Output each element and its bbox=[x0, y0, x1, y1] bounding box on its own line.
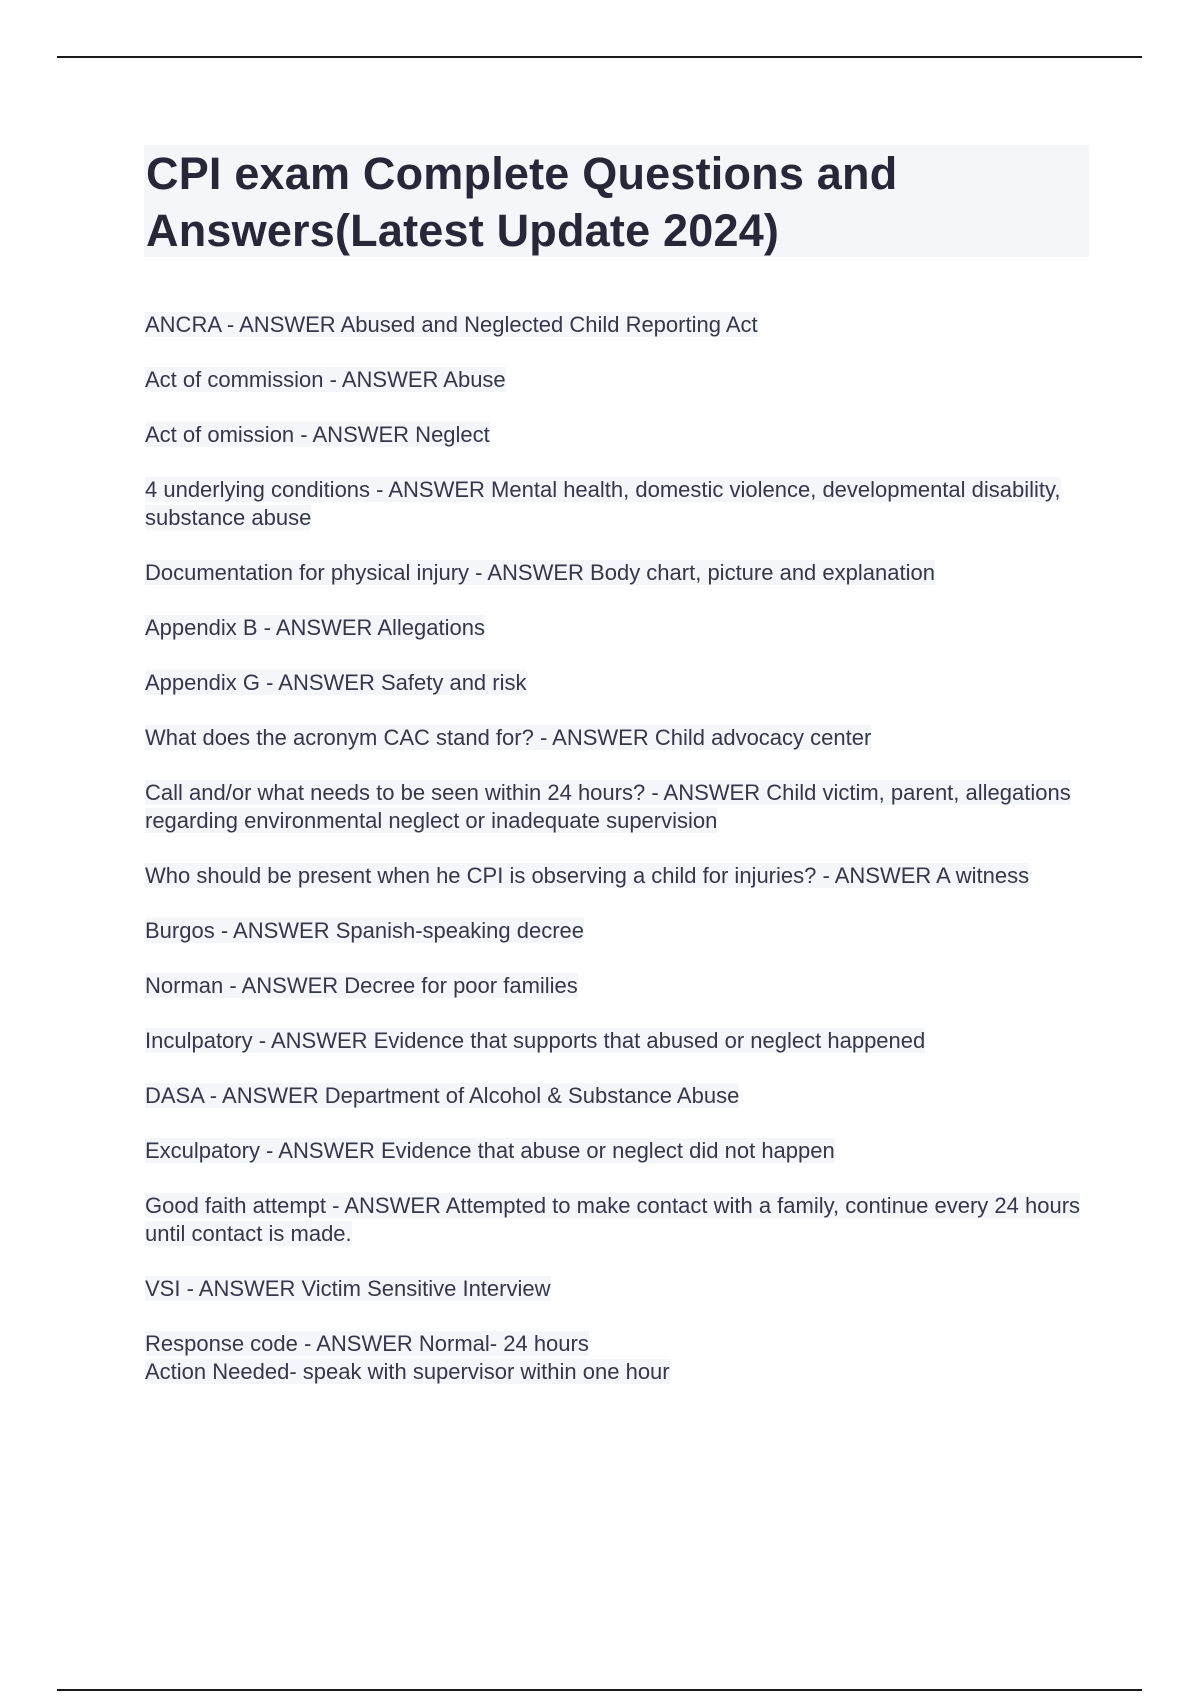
qa-item bbox=[145, 559, 1090, 587]
qa-item bbox=[145, 421, 1090, 449]
qa-text: Exculpatory - ANSWER Evidence that abuse or neglect did not happen bbox=[145, 1138, 835, 1163]
qa-text: ANCRA - ANSWER Abused and Neglected Child Reporting Act bbox=[145, 312, 758, 337]
qa-text: Documentation for physical injury - ANSWER Body chart, picture and explanation bbox=[145, 560, 935, 585]
qa-text: Appendix B - ANSWER Allegations bbox=[145, 615, 485, 640]
qa-text: Response code - ANSWER Normal- 24 hours bbox=[145, 1331, 589, 1356]
qa-item bbox=[145, 917, 1090, 945]
qa-text: Norman - ANSWER Decree for poor families bbox=[145, 973, 578, 998]
qa-text: Call and/or what needs to be seen within 24 hours? - ANSWER Child victim, parent, allegations regarding environmental neglect or inadequate supervision bbox=[145, 780, 1071, 833]
qa-item bbox=[145, 614, 1090, 642]
qa-item bbox=[145, 366, 1090, 394]
page-title: CPI exam Complete Questions and Answers(Latest Update 2024) bbox=[146, 148, 898, 256]
qa-text: Act of commission - ANSWER Abuse bbox=[145, 367, 506, 392]
qa-item bbox=[145, 862, 1090, 890]
qa-item bbox=[145, 779, 1090, 835]
qa-text-line2 bbox=[145, 1358, 1090, 1386]
title-block bbox=[144, 145, 1089, 257]
qa-text: Who should be present when he CPI is observing a child for injuries? - ANSWER A witness bbox=[145, 863, 1030, 888]
qa-text: What does the acronym CAC stand for? - ANSWER Child advocacy center bbox=[145, 725, 872, 750]
qa-item-multiline bbox=[145, 1330, 1090, 1386]
qa-text: Act of omission - ANSWER Neglect bbox=[145, 422, 490, 447]
qa-text: VSI - ANSWER Victim Sensitive Interview bbox=[145, 1276, 551, 1301]
bottom-divider bbox=[57, 1689, 1142, 1691]
qa-text: DASA - ANSWER Department of Alcohol & Substance Abuse bbox=[145, 1083, 740, 1108]
qa-text: Inculpatory - ANSWER Evidence that supports that abused or neglect happened bbox=[145, 1028, 926, 1053]
qa-item bbox=[145, 1082, 1090, 1110]
qa-list bbox=[145, 311, 1090, 1386]
qa-item bbox=[145, 1192, 1090, 1248]
qa-item bbox=[145, 669, 1090, 697]
qa-item bbox=[145, 1137, 1090, 1165]
qa-item bbox=[145, 476, 1090, 532]
qa-text: Burgos - ANSWER Spanish-speaking decree bbox=[145, 918, 584, 943]
qa-text: Appendix G - ANSWER Safety and risk bbox=[145, 670, 527, 695]
qa-text: 4 underlying conditions - ANSWER Mental health, domestic violence, developmental disability, substance abuse bbox=[145, 477, 1061, 530]
top-divider bbox=[57, 56, 1142, 58]
qa-text-continuation: Action Needed- speak with supervisor within one hour bbox=[145, 1359, 670, 1384]
qa-item bbox=[145, 311, 1090, 339]
qa-item bbox=[145, 1275, 1090, 1303]
qa-item bbox=[145, 1027, 1090, 1055]
qa-text: Good faith attempt - ANSWER Attempted to make contact with a family, continue every 24 hours until contact is made. bbox=[145, 1193, 1081, 1246]
qa-item bbox=[145, 724, 1090, 752]
qa-item bbox=[145, 972, 1090, 1000]
